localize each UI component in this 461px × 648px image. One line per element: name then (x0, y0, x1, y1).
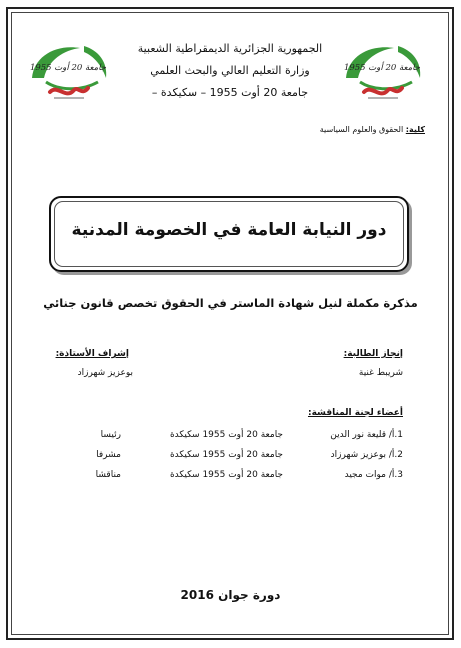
committee-member-name: 2.أ/ بوعزيز شهرزاد (330, 450, 403, 460)
session-date: دورة جوان 2016 (180, 588, 281, 602)
committee-member-role: مشرفا (96, 450, 121, 460)
supervisor-label: إشراف الأستاذة: (55, 349, 129, 359)
student-label: إنجاز الطالبة: (343, 349, 403, 359)
university-logo-left (24, 38, 112, 104)
committee-member-role: رئيسا (100, 430, 121, 440)
committee-member-name: 1.أ/ قليعة نور الدين (330, 430, 403, 440)
faculty-value: الحقوق والعلوم السياسية (319, 125, 404, 134)
header-line-ministry: وزارة التعليم العالي والبحث العلمي (150, 64, 310, 77)
committee-member-university: جامعة 20 أوت 1955 سكيكدة (169, 470, 283, 480)
committee-label: أعضاء لجنة المناقشة: (307, 408, 403, 418)
faculty-line (320, 125, 425, 134)
committee-member-role: مناقشا (95, 470, 121, 480)
committee-member-university: جامعة 20 أوت 1955 سكيكدة (169, 450, 283, 460)
supervisor-name: بوعزيز شهرزاد (77, 368, 133, 378)
committee-member-name: 3.أ/ موات مجيد (344, 470, 403, 480)
page-border-inner (11, 12, 449, 635)
thesis-title: دور النيابة العامة في الخصومة المدنية (71, 220, 387, 240)
header-line-university: جامعة 20 أوت 1955 – سكيكدة – (151, 86, 309, 99)
student-name: شريبط غنية (358, 368, 403, 378)
header-line-republic: الجمهورية الجزائرية الديمقراطية الشعبية (137, 42, 323, 55)
committee-member-university: جامعة 20 أوت 1955 سكيكدة (169, 430, 283, 440)
faculty-label: كلية: (405, 125, 425, 134)
logo-text: جامعة 20 أوت 1955 (29, 63, 107, 73)
university-logo-right (338, 38, 426, 104)
thesis-subtitle: مذكرة مكملة لنيل شهادة الماستر في الحقوق تخصص قانون جنائي (43, 296, 418, 310)
logo-text: جامعة 20 أوت 1955 (343, 63, 421, 73)
title-box (49, 196, 409, 272)
